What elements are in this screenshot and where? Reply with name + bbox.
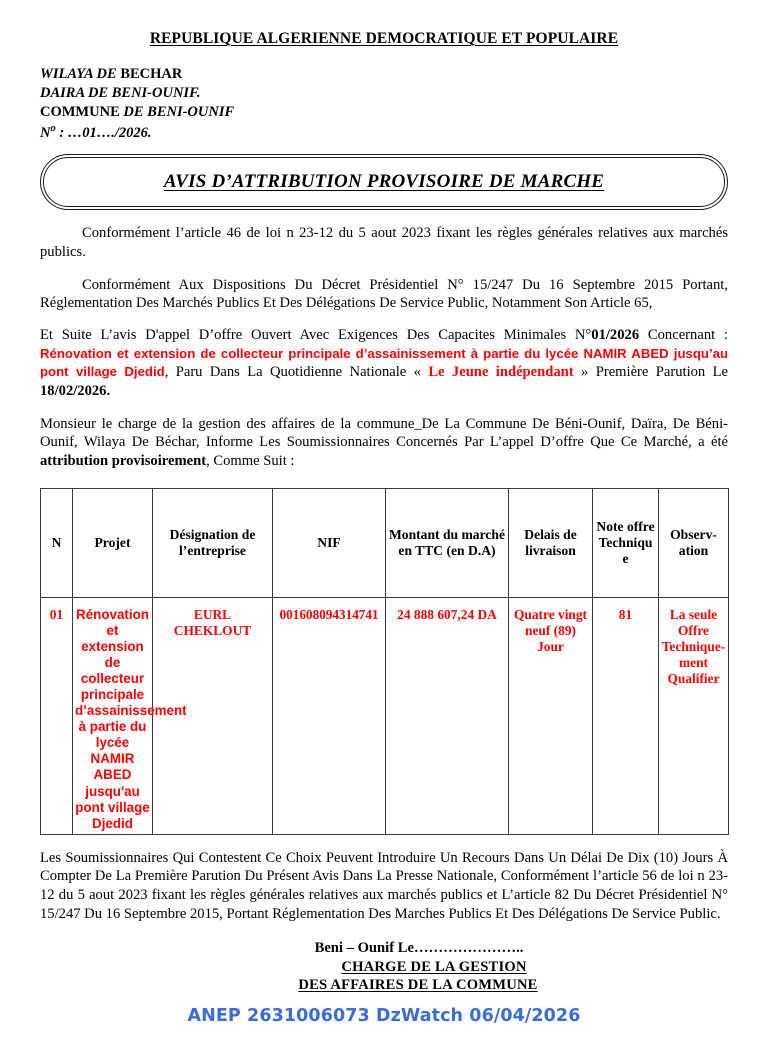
page-title: REPUBLIQUE ALGERIENNE DEMOCRATIQUE ET POPULAIRE xyxy=(149,30,619,47)
cell-observation: La seule Offre Technique-ment Qualifier xyxy=(659,597,729,834)
wilaya-label: WILAYA DE xyxy=(40,66,121,83)
cell-montant: 24 888 607,24 DA xyxy=(386,597,509,834)
award-announcement-highlight: attribution provisoirement xyxy=(40,452,207,469)
title-banner xyxy=(40,154,728,210)
award-announcement-suffix: , Comme Suit : xyxy=(206,452,295,469)
column-header-observation: Observ- ation xyxy=(659,488,729,597)
commune-line xyxy=(40,103,728,122)
table-header-row xyxy=(41,488,729,597)
cell-entreprise: EURL CHEKLOUT xyxy=(153,597,273,834)
wilaya-line xyxy=(40,65,728,84)
column-header-n: N xyxy=(41,488,73,597)
tender-notice-newspaper: Le Jeune indépendant xyxy=(428,364,574,381)
tender-notice-prefix: Et Suite L’avis D'appel D’offre Ouvert Avec Exigences Des Capacites Minimales N° xyxy=(40,326,592,343)
column-header-designation-entreprise: Désignation de l’entreprise xyxy=(153,488,273,597)
title-banner-inner-border xyxy=(43,157,725,207)
reference-degree-mark: o xyxy=(50,122,56,134)
paragraph-decree-reference: Conformément Aux Dispositions Du Décret Présidentiel N° 15/247 Du 16 Septembre 2015 Portant, Réglementation Des Marchés Publics Et Des Délégations De Service Public, Notamment Son Article 65, xyxy=(40,276,728,312)
table-row xyxy=(41,597,729,834)
administrative-header xyxy=(40,65,728,142)
signature-block xyxy=(40,939,728,993)
commune-label: COMMUNE xyxy=(40,103,124,120)
paragraph-law-reference: Conformément l’article 46 de loi n 23-12 du 5 aout 2023 fixant les règles générales relatives aux marchés publics. xyxy=(40,225,728,260)
wilaya-value: BECHAR xyxy=(120,66,183,83)
column-header-delais-livraison: Delais de livraison xyxy=(509,488,593,597)
signature-place-date: Beni – Ounif Le………………….. xyxy=(314,940,524,957)
tender-notice-first-publication-date: 18/02/2026. xyxy=(40,382,111,399)
daira-line: DAIRA DE BENI-OUNIF. xyxy=(40,84,201,101)
tender-notice-concerning: Concernant : xyxy=(639,326,728,343)
column-header-projet: Projet xyxy=(73,488,153,597)
column-header-nif: NIF xyxy=(273,488,386,597)
commune-value: DE BENI-OUNIF xyxy=(123,103,235,120)
paragraph-tender-notice xyxy=(40,326,728,401)
tender-notice-published-in: , Paru Dans La Quotidienne Nationale « xyxy=(164,364,429,381)
award-announcement-prefix: Monsieur le charge de la gestion des affaires de la commune_De La Commune De Béni-Ounif, Daïra, De Béni-Ounif, Wilaya De Béchar, Informe Les Soumissionnaires Concernés Par L’appel D’offre Que Ce Marché, a été xyxy=(40,415,728,451)
column-header-montant-marche: Montant du marché en TTC (en D.A) xyxy=(386,488,509,597)
award-table xyxy=(40,488,729,835)
award-table-body xyxy=(41,597,729,834)
reference-n: N xyxy=(40,124,51,141)
cell-n: 01 xyxy=(41,597,73,834)
reference-line xyxy=(40,122,728,143)
cell-projet: Rénovation et extension de collecteur principale d’assainissement à partie du lycée NAMIR ABED jusqu'au pont village Djedid xyxy=(73,597,153,834)
notice-title: AVIS D’ATTRIBUTION PROVISOIRE DE MARCHE xyxy=(163,171,605,193)
reference-value: : …01…./2026. xyxy=(55,124,152,141)
paragraph-award-announcement xyxy=(40,415,728,471)
cell-note-technique: 81 xyxy=(593,597,659,834)
cell-delais: Quatre vingt neuf (89) Jour xyxy=(509,597,593,834)
tender-notice-first-publication-label: » Première Parution Le xyxy=(573,364,728,381)
signature-role-line-2: DES AFFAIRES DE LA COMMUNE xyxy=(298,976,538,993)
anep-footer: ANEP 2631006073 DzWatch 06/04/2026 xyxy=(187,1006,581,1026)
award-table-header xyxy=(41,488,729,597)
cell-nif: 001608094314741 xyxy=(273,597,386,834)
tender-notice-number: 01/2026 xyxy=(591,326,640,343)
paragraph-appeal-rights: Les Soumissionnaires Qui Contestent Ce Choix Peuvent Introduire Un Recours Dans Un Délai De Dix (10) Jours À Compter De La Première Parution Du Présent Avis Dans La Presse Nationale, Conformément l’article 56 de loi n 23-12 du 5 aout 2023 fixant les règles générales relatives aux marchés publics et L’article 82 Du Décret Présidentiel N° 15/247 Du 16 Septembre 2015, Portant Réglementation Des Marches Publics Et Des Délégations De Service Public. xyxy=(40,849,728,922)
tender-notice-object: Rénovation et extension de collecteur principale d’assainissement à partie du lycée NAMIR ABED jusqu’au pont village Djedid xyxy=(40,345,728,380)
column-header-note-offre-technique: Note offre Techniqu e xyxy=(593,488,659,597)
signature-role-line-1: CHARGE DE LA GESTION xyxy=(341,958,527,975)
